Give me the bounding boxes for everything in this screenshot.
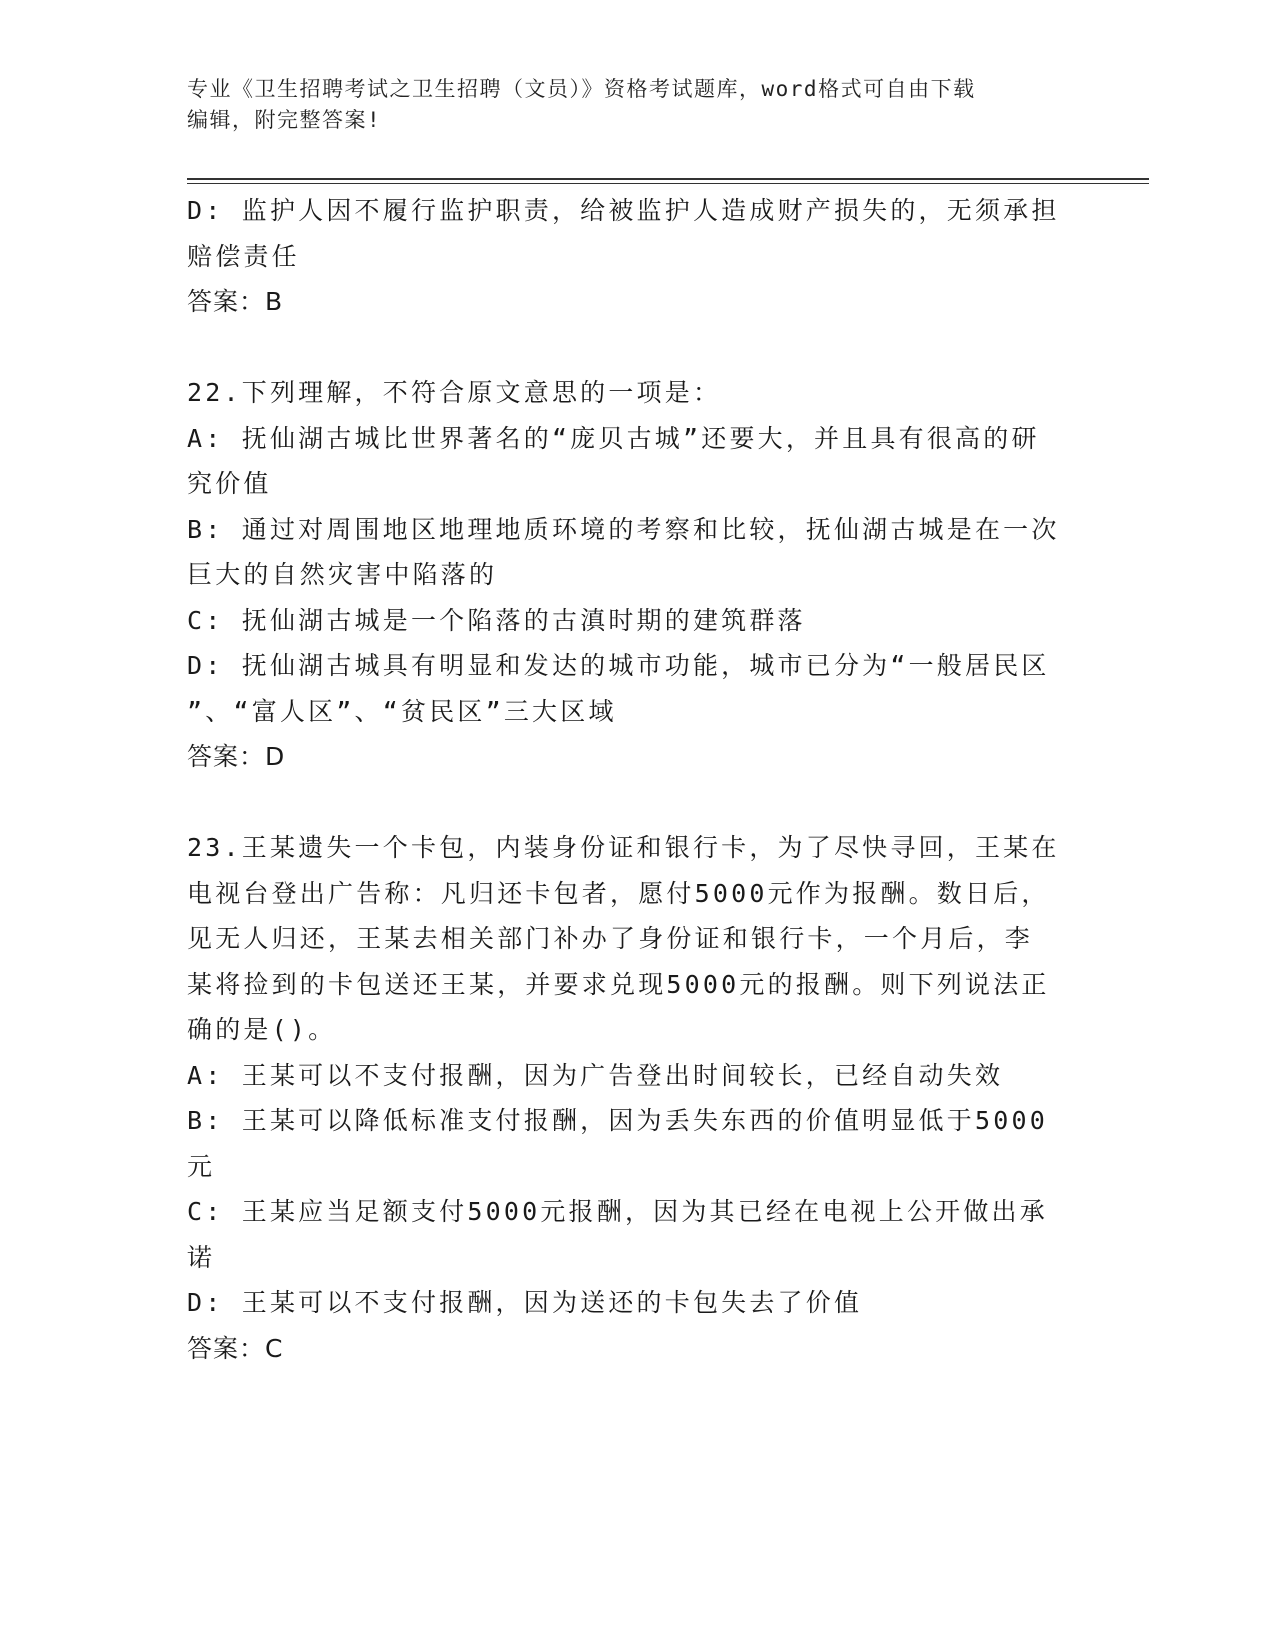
q23-option-b-line-2: 元 (187, 1151, 216, 1181)
q23-option-a: A: 王某可以不支付报酬，因为广告登出时间较长，已经自动失效 (187, 1060, 1004, 1090)
q23-option-b-line-1: B: 王某可以降低标准支付报酬，因为丢失东西的价值明显低于5000 (187, 1106, 1048, 1135)
header-line-2: 编辑，附完整答案! (187, 108, 382, 132)
q23-option-d: D: 王某可以不支付报酬，因为送还的卡包失去了价值 (187, 1288, 863, 1317)
q22-option-d-line-2: ”、“富人区”、“贫民区”三大区域 (187, 696, 617, 726)
q23-stem-line-4: 某将捡到的卡包送还王某，并要求兑现5000元的报酬。则下列说法正 (187, 969, 1050, 999)
q23-stem-line-5: 确的是()。 (187, 1015, 337, 1044)
prev-option-d-line-2: 赔偿责任 (187, 241, 300, 271)
header-line-1: 专业《卫生招聘考试之卫生招聘（文员）》资格考试题库，word格式可自由下载 (187, 77, 976, 101)
question-content (187, 188, 1067, 1371)
q23-option-c-line-1: C: 王某应当足额支付5000元报酬，因为其已经在电视上公开做出承 (187, 1197, 1048, 1226)
prev-option-d-line-1: D: 监护人因不履行监护职责，给被监护人造成财产损失的，无须承担 (187, 196, 1060, 225)
page-header (187, 74, 1077, 136)
q22-option-b-line-1: B: 通过对周围地区地理地质环境的考察和比较，抚仙湖古城是在一次 (187, 514, 1060, 544)
q22-option-c: C: 抚仙湖古城是一个陷落的古滇时期的建筑群落 (187, 605, 806, 635)
header-rule-thick (187, 178, 1149, 180)
q23-option-c-line-2: 诺 (187, 1242, 216, 1272)
q23-answer: 答案：C (187, 1333, 284, 1363)
spacer (187, 780, 1067, 826)
q23-stem-line-1: 23.王某遗失一个卡包，内装身份证和银行卡，为了尽快寻回，王某在 (187, 833, 1060, 862)
q22-stem: 22.下列理解，不符合原文意思的一项是： (187, 378, 722, 407)
q23-stem-line-2: 电视台登出广告称：凡归还卡包者，愿付5000元作为报酬。数日后， (187, 878, 1050, 908)
q22-option-a-line-1: A: 抚仙湖古城比世界著名的“庞贝古城”还要大，并且具有很高的研 (187, 423, 1040, 453)
q22-option-d-line-1: D: 抚仙湖古城具有明显和发达的城市功能，城市已分为“一般居民区 (187, 651, 1050, 680)
header-rule-thin (187, 183, 1149, 184)
prev-answer: 答案：B (187, 287, 284, 316)
q23-stem-line-3: 见无人归还，王某去相关部门补办了身份证和银行卡，一个月后，李 (187, 924, 1034, 953)
spacer (187, 325, 1067, 371)
q22-answer: 答案：D (187, 742, 286, 771)
q22-option-b-line-2: 巨大的自然灾害中陷落的 (187, 560, 498, 589)
q22-option-a-line-2: 究价值 (187, 469, 272, 498)
